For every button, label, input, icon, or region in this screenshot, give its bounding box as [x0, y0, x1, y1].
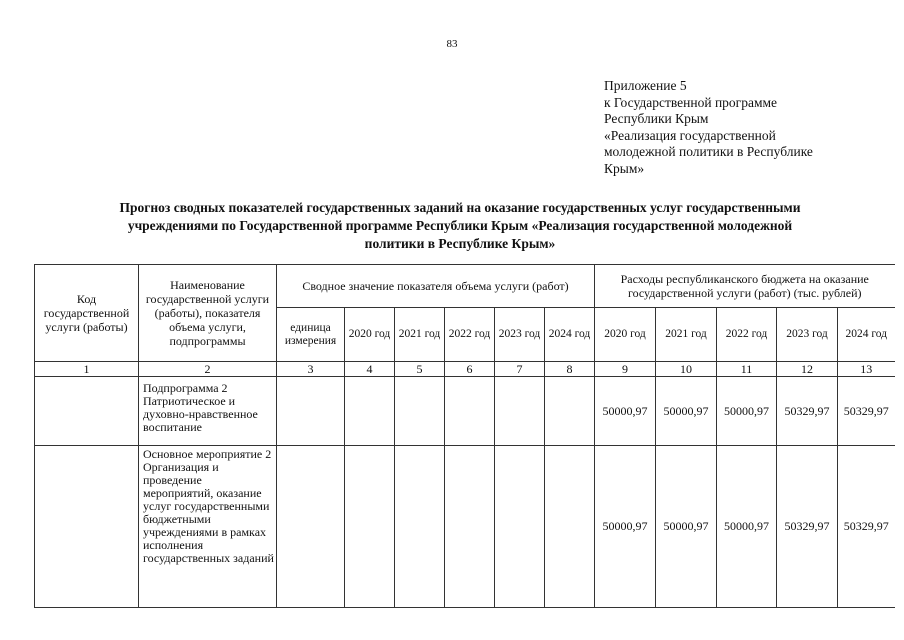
cell-volume: [345, 446, 395, 608]
title-line: учреждениями по Государственной программе Республики Крым «Реализация государственной молодежной: [127, 218, 793, 233]
cell-expense: 50329,97: [777, 377, 838, 446]
cell-unit: [277, 377, 345, 446]
cell-expense: 50000,97: [595, 446, 656, 608]
appendix-line: к Государственной программе: [604, 94, 778, 110]
header-volume-2021: 2021 год: [395, 308, 445, 362]
cell-volume: [495, 446, 545, 608]
appendix-line: молодежной политики в Республике: [604, 144, 813, 159]
cell-expense: 50000,97: [656, 377, 717, 446]
table-row: [35, 377, 895, 446]
header-expense-2022: 2022 год: [717, 308, 777, 362]
appendix-line: «Реализация государственной: [604, 127, 776, 143]
cell-expense: 50329,97: [838, 377, 895, 446]
appendix-note: [604, 78, 884, 177]
column-number: 7: [495, 362, 545, 377]
header-expense-2023: 2023 год: [777, 308, 838, 362]
cell-expense: 50329,97: [777, 446, 838, 608]
cell-expense: 50329,97: [838, 446, 895, 608]
cell-name: Подпрограмма 2 Патриотическое и духовно-нравственное воспитание: [139, 377, 277, 446]
cell-volume: [395, 377, 445, 446]
forecast-table: [34, 264, 895, 608]
cell-volume: [495, 377, 545, 446]
cell-volume: [545, 377, 595, 446]
column-number: 11: [717, 362, 777, 377]
header-volume-2024: 2024 год: [545, 308, 595, 362]
column-number: 13: [838, 362, 895, 377]
appendix-line: Крым»: [604, 160, 645, 176]
column-number: 3: [277, 362, 345, 377]
cell-unit: [277, 446, 345, 608]
cell-volume: [545, 446, 595, 608]
table-row: [35, 446, 895, 608]
page-number: 83: [446, 38, 458, 50]
header-expense-2020: 2020 год: [595, 308, 656, 362]
cell-code: [35, 446, 139, 608]
title-line: Прогноз сводных показателей государственных заданий на оказание государственных услуг государственными: [119, 200, 801, 215]
title-line: политики в Республике Крым»: [364, 236, 556, 251]
column-number: 5: [395, 362, 445, 377]
cell-code: [35, 377, 139, 446]
cell-volume: [445, 446, 495, 608]
cell-expense: 50000,97: [717, 446, 777, 608]
cell-volume: [445, 377, 495, 446]
column-number: 9: [595, 362, 656, 377]
column-number: 10: [656, 362, 717, 377]
header-expense-group: Расходы республиканского бюджета на оказание государственной услуги (работ) (тыс. рублей): [595, 265, 895, 308]
header-row-top: [35, 265, 895, 308]
column-number: 8: [545, 362, 595, 377]
header-code: Код государственной услуги (работы): [35, 265, 139, 362]
cell-expense: 50000,97: [656, 446, 717, 608]
document-title: [60, 199, 860, 253]
appendix-line: Приложение 5: [604, 78, 687, 93]
header-volume-2023: 2023 год: [495, 308, 545, 362]
column-number: 1: [35, 362, 139, 377]
cell-volume: [395, 446, 445, 608]
cell-volume: [345, 377, 395, 446]
header-name: Наименование государственной услуги (работы), показателя объема услуги, подпрограммы: [139, 265, 277, 362]
column-number: 4: [345, 362, 395, 377]
appendix-line: Республики Крым: [604, 111, 709, 126]
header-expense-2021: 2021 год: [656, 308, 717, 362]
header-expense-2024: 2024 год: [838, 308, 895, 362]
column-number: 2: [139, 362, 277, 377]
header-volume-2022: 2022 год: [445, 308, 495, 362]
column-number-row: [35, 362, 895, 377]
header-volume-2020: 2020 год: [345, 308, 395, 362]
header-volume-group: Сводное значение показателя объема услуги (работ): [277, 265, 595, 308]
cell-expense: 50000,97: [717, 377, 777, 446]
header-unit: единица измерения: [277, 308, 345, 362]
cell-expense: 50000,97: [595, 377, 656, 446]
column-number: 6: [445, 362, 495, 377]
cell-name: Основное мероприятие 2 Организация и проведение мероприятий, оказание услуг государственными бюджетными учреждениями в рамках исполнения государственных заданий: [139, 446, 277, 608]
column-number: 12: [777, 362, 838, 377]
